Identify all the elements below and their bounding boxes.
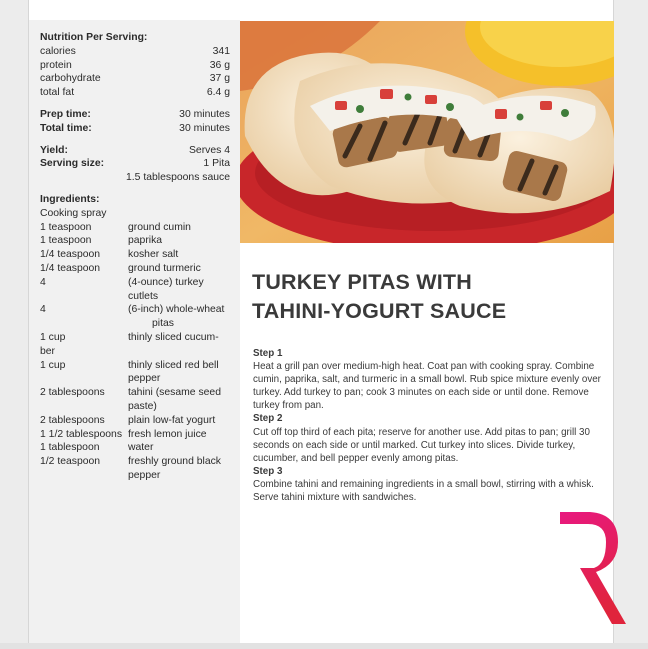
ingredient-qty: 2 tablespoons <box>40 387 105 399</box>
brand-logo <box>556 508 636 628</box>
nutrition-row: carbohydrate 37 g <box>40 73 230 85</box>
recipe-title-line: TAHINI-YOGURT SAUCE <box>252 299 507 323</box>
ingredient-row <box>40 303 230 317</box>
ingredient-name: water <box>128 442 154 454</box>
step-text: Combine tahini and remaining ingredients in a small bowl, stirring with a whisk. Serve tahini mixture with sandwiches. <box>253 478 594 504</box>
ingredient-qty-cont: ber <box>40 345 56 357</box>
ingredient-row <box>40 455 230 469</box>
prep-time-row: Prep time: 30 minutes <box>40 108 230 120</box>
page-frame-left <box>0 0 29 649</box>
serving-size-row: Serving size: 1 Pita <box>40 158 230 170</box>
ingredient-name: tahini (sesame seed <box>128 387 221 399</box>
ingredient-qty: 1 cup <box>40 359 66 371</box>
ingredient-qty: 1 1/2 tablespoons <box>40 428 123 440</box>
ingredient-qty: 1 teaspoon <box>40 221 92 233</box>
ingredient-row <box>40 248 230 262</box>
step-text: Heat a grill pan over medium-high heat. Coat pan with cooking spray. Combine cumin, paprika, salt, and turmeric in a small bowl. Rub spice mixture evenly over turkey. Add turkey to pan; cook 3 minutes on each side or until done. Remove turkey from pan. <box>253 361 601 412</box>
ingredient-row <box>40 234 230 248</box>
r-logo-icon <box>556 508 636 628</box>
ingredient-row <box>40 441 230 455</box>
ingredients-list <box>40 221 230 483</box>
ingredient-name-cont: pitas <box>152 318 174 330</box>
ingredients-heading: Ingredients: <box>40 193 100 205</box>
nutrition-row: protein 36 g <box>40 59 230 71</box>
total-time-row: Total time: 30 minutes <box>40 122 230 134</box>
ingredient-row <box>40 386 230 400</box>
ingredient-qty: 1/4 teaspoon <box>40 249 101 261</box>
ingredient-qty: 1 teaspoon <box>40 235 92 247</box>
ingredient-name: fresh lemon juice <box>128 428 207 440</box>
ingredient-name-cont: pepper <box>128 373 161 385</box>
ingredient-row <box>40 414 230 428</box>
yield-row: Yield: Serves 4 <box>40 144 230 156</box>
ingredient-name-cont: pepper <box>128 469 161 481</box>
turkey-pita-photo <box>240 21 614 243</box>
ingredient-name: ground turmeric <box>128 262 201 274</box>
page-frame-bottom <box>0 643 648 649</box>
ingredient-qty: 1 cup <box>40 331 66 343</box>
sidebar-content <box>40 31 230 483</box>
recipe-photo <box>240 21 614 243</box>
ingredient-row-cont <box>40 469 230 483</box>
step-label: Step 3 <box>253 465 283 477</box>
serving-size-row-cont: 1.5 tablespoons sauce <box>126 172 230 184</box>
recipe-steps <box>253 347 605 504</box>
ingredient-qty: 2 tablespoons <box>40 414 105 426</box>
ingredient-name: (4-ounce) turkey <box>128 276 204 288</box>
ingredient-row <box>40 359 230 373</box>
ingredient-name-cont: cutlets <box>128 290 159 302</box>
ingredient-qty: 1/4 teaspoon <box>40 262 101 274</box>
ingredient-name: ground cumin <box>128 221 191 233</box>
ingredient-qty: 4 <box>40 304 46 316</box>
ingredient-row <box>40 428 230 442</box>
recipe-title <box>252 268 602 326</box>
ingredient-row-cont <box>40 372 230 386</box>
ingredient-row <box>40 221 230 235</box>
step-text: Cut off top third of each pita; reserve for another use. Add pitas to pan; grill 30 seconds on each side or until marked. Cut turkey into slices. Divide turkey, cucumber, and bell pepper evenly among pitas. <box>253 426 590 464</box>
step-label: Step 2 <box>253 413 283 425</box>
ingredient-qty: 1 tablespoon <box>40 442 100 454</box>
ingredient-row-cont <box>40 345 230 359</box>
ingredient-name: freshly ground black <box>128 456 221 468</box>
ingredient-name-cont: paste) <box>128 400 157 412</box>
ingredient-intro: Cooking spray <box>40 207 107 219</box>
ingredient-row <box>40 331 230 345</box>
nutrition-row: total fat 6.4 g <box>40 87 230 99</box>
ingredient-name: thinly sliced cucum- <box>128 331 219 343</box>
nutrition-row: calories 341 <box>40 45 230 57</box>
ingredient-row <box>40 262 230 276</box>
ingredient-name: (6-inch) whole-wheat <box>128 304 225 316</box>
ingredient-row <box>40 276 230 290</box>
recipe-title-line: TURKEY PITAS WITH <box>252 270 472 294</box>
ingredient-name: thinly sliced red bell <box>128 359 219 371</box>
step-label: Step 1 <box>253 348 283 359</box>
ingredient-qty: 4 <box>40 276 46 288</box>
ingredient-name: kosher salt <box>128 249 179 261</box>
ingredient-row-cont <box>40 317 230 331</box>
nutrition-heading: Nutrition Per Serving: <box>40 32 148 43</box>
ingredient-row-cont <box>40 290 230 304</box>
ingredient-name: paprika <box>128 235 163 247</box>
ingredient-name: plain low-fat yogurt <box>128 414 216 426</box>
ingredient-row-cont <box>40 400 230 414</box>
ingredient-qty: 1/2 teaspoon <box>40 456 101 468</box>
